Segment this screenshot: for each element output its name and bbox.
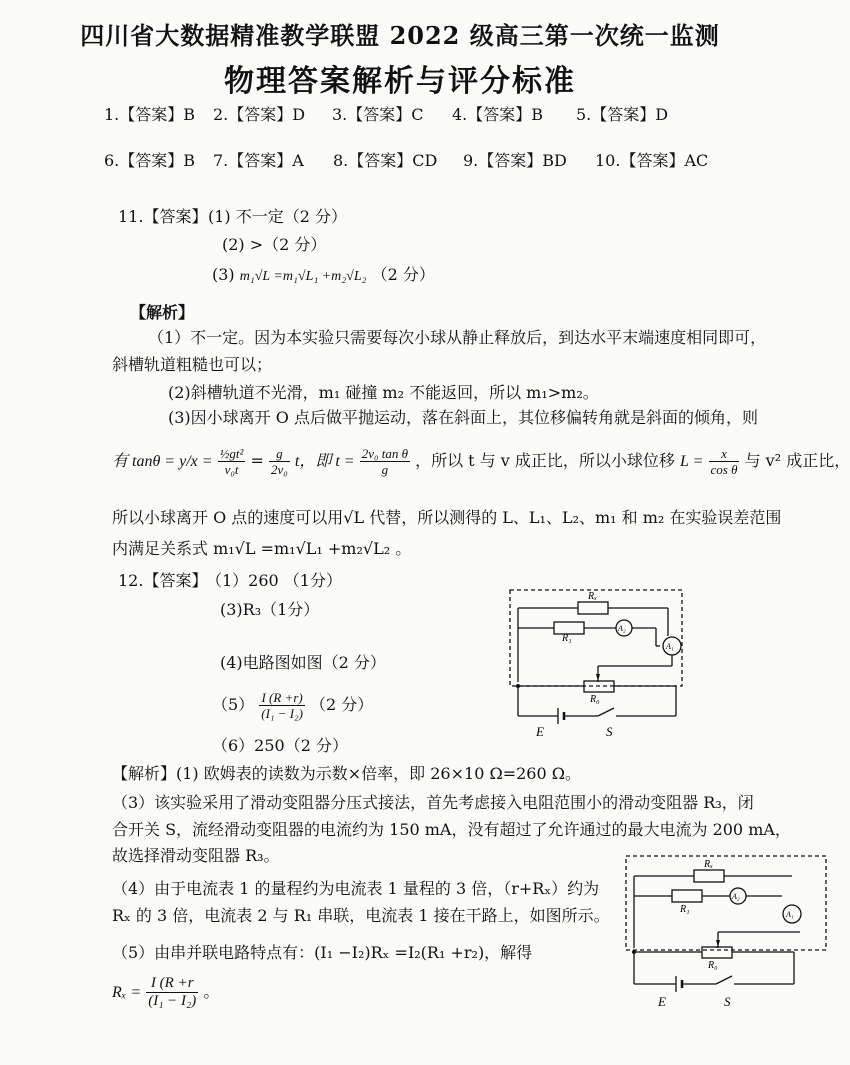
svg-text:S: S xyxy=(724,994,731,1009)
circuit-diagram-1 xyxy=(506,586,686,740)
q11-explain-1b: 斜槽轨道粗糙也可以； xyxy=(112,355,273,374)
q12-answer-5: （5） $\frac{I (R +r)}{\text{(I₁ − I₂)}}$ （2 分） xyxy=(212,690,374,721)
svg-text:A₂: A₂ xyxy=(732,892,740,901)
q12-answer-1: （1）260 （1分） xyxy=(206,571,342,590)
q12-explain-5: （5）由串并联电路特点有：(I₁ −I₂)Rₓ =I₂(R₁ +r₂)，解得 xyxy=(112,943,533,962)
label-a2: A₂ xyxy=(618,624,626,633)
svg-text:Rₓ: Rₓ xyxy=(704,859,713,870)
answer-item: 2.【答案】D xyxy=(213,105,306,124)
answer-item: 4.【答案】B xyxy=(452,105,544,124)
label-rx: Rₓ xyxy=(588,591,597,602)
q12-answer-6: （6）250（2 分） xyxy=(212,736,348,755)
q11-explain-4: 有 tanθ = y/x = $\frac{\text{½gt²}}{\text{v₀t}}$ = $\frac{g}{\text{2v₀}}$ t，即 t = $\frac{\text{2v₀ tan θ}}{g}$ ，所以 t 与 v 成正比，所以小球位移 L = $\frac{x}{\text{cos θ}}$ 与 v² 成正比， xyxy=(112,446,850,477)
q12-answer-4: (4)电路图如图（2 分） xyxy=(220,653,386,672)
answer-item: 9.【答案】BD xyxy=(463,151,567,170)
q12-explain-3b: 合开关 S，流经滑动变阻器的电流约为 150 mA，没有超过了允许通过的最大电流为 200 mA， xyxy=(112,820,791,839)
q12-explain-1: 【解析】(1) 欧姆表的读数为示数×倍率，即 26×10 Ω=260 Ω。 xyxy=(112,764,582,783)
q11-explain-5: 所以小球离开 O 点的速度可以用√L 代替，所以测得的 L、L₁、L₂、m₁ 和 m₂ 在实验误差范围 xyxy=(112,508,782,527)
q12-explain-4b: Rₓ 的 3 倍，电流表 2 与 R₁ 串联，电流表 1 接在干路上，如图所示。 xyxy=(112,906,610,925)
svg-text:E: E xyxy=(658,994,666,1009)
q11-explain-3: (3)因小球离开 O 点后做平抛运动，落在斜面上，其位移偏转角就是斜面的倾角，则 xyxy=(168,408,758,427)
q11-explain-6: 内满足关系式 m₁√L =m₁√L₁ +m₂√L₂ 。 xyxy=(112,539,412,558)
label-r0: R₀ xyxy=(590,694,600,705)
q11-explain-1a: （1）不一定。因为本实验只需要每次小球从静止释放后，到达水平末端速度相同即可， xyxy=(148,328,767,347)
q12-head: 12.【答案】 xyxy=(118,571,208,590)
svg-text:R₀: R₀ xyxy=(708,960,718,971)
q11-head: 11.【答案】 xyxy=(118,207,208,226)
answer-item: 6.【答案】B xyxy=(104,151,196,170)
q12-explain-3a: （3）该实验采用了滑动变阻器分压式接法，首先考虑接入电阻范围小的滑动变阻器 R₃，闭 xyxy=(112,793,754,812)
svg-text:R₁: R₁ xyxy=(680,904,690,915)
q11-answer-2: (2) >（2 分） xyxy=(222,235,327,254)
label-r1: R₁ xyxy=(562,633,572,644)
answer-item: 8.【答案】CD xyxy=(333,151,438,170)
resistor-rx xyxy=(578,602,608,614)
answer-item: 7.【答案】A xyxy=(213,151,304,170)
q11-answer-1: (1) 不一定（2 分） xyxy=(208,207,348,226)
q12-explain-3c: 故选择滑动变阻器 R₃。 xyxy=(112,846,280,865)
page-title: 物理答案解析与评分标准 xyxy=(224,64,576,99)
label-a1: A₁ xyxy=(666,642,674,651)
q11-explain-2: (2)斜槽轨道不光滑，m₁ 碰撞 m₂ 不能返回，所以 m₁>m₂。 xyxy=(168,383,599,402)
q12-explain-5-formula: Rₓ = $\frac{I (R +r}{\text{(I₁ − I₂)}}$ 。 xyxy=(112,975,220,1009)
label-s: S xyxy=(606,724,613,739)
q12-answer-3: (3)R₃（1分） xyxy=(220,600,320,619)
switch-blade xyxy=(598,708,614,716)
q12-explain-4a: （4）由于电流表 1 的量程约为电流表 1 量程的 3 倍，（r+Rₓ）约为 xyxy=(112,879,600,898)
answer-item: 5.【答案】D xyxy=(576,105,669,124)
answer-item: 1.【答案】B xyxy=(104,105,196,124)
answer-item: 3.【答案】C xyxy=(332,105,424,124)
circuit-diagram-2 xyxy=(622,852,800,1012)
label-e: E xyxy=(536,724,544,739)
exam-title: 四川省大数据精准教学联盟 2022 级高三第一次统一监测 xyxy=(80,21,720,50)
q11-jiexi-label: 【解析】 xyxy=(130,303,195,322)
q11-answer-3: (3) m₁√L =m₁√L₁ +m₂√L₂ （2 分） xyxy=(212,265,435,284)
answer-item: 10.【答案】AC xyxy=(595,151,709,170)
svg-text:A₁: A₁ xyxy=(786,910,794,919)
